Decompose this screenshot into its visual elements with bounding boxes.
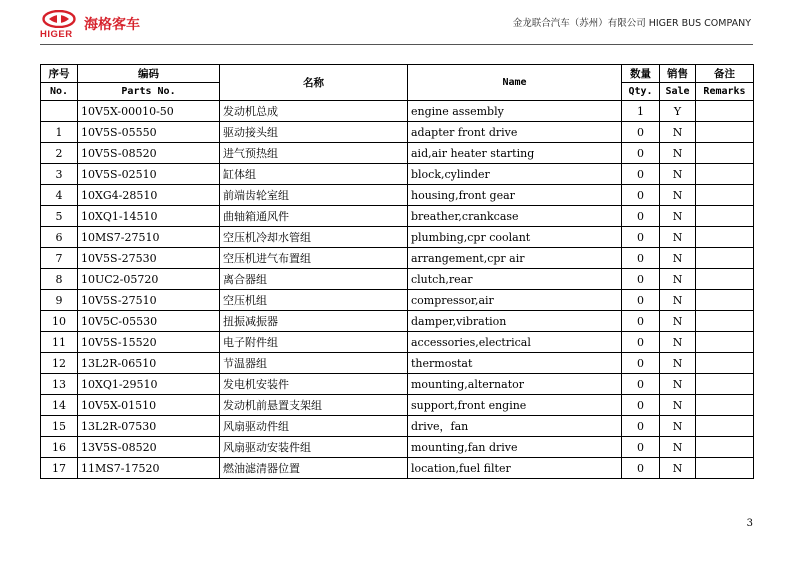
part-code-cell: 10MS7-27510 [78, 227, 220, 248]
sale-flag-cell: N [660, 374, 696, 395]
name-cn-cell: 节温器组 [220, 353, 408, 374]
header-qty-en: Qty. [622, 83, 660, 101]
quantity-cell: 0 [622, 164, 660, 185]
name-en-cell: support,front engine [408, 395, 622, 416]
quantity-cell: 1 [622, 101, 660, 122]
part-code-cell: 10V5C-05530 [78, 311, 220, 332]
part-code-cell: 10XQ1-29510 [78, 374, 220, 395]
name-cn-cell: 空压机冷却水管组 [220, 227, 408, 248]
row-number-cell: 1 [41, 122, 78, 143]
remarks-cell [696, 164, 754, 185]
table-row [41, 290, 754, 311]
name-en-cell: clutch,rear [408, 269, 622, 290]
quantity-cell: 0 [622, 458, 660, 479]
sale-flag-cell: N [660, 164, 696, 185]
part-code-cell: 10V5S-27530 [78, 248, 220, 269]
table-row [41, 395, 754, 416]
row-number-cell: 6 [41, 227, 78, 248]
sale-flag-cell: N [660, 248, 696, 269]
name-en-cell: location,fuel filter [408, 458, 622, 479]
remarks-cell [696, 437, 754, 458]
sale-flag-cell: N [660, 458, 696, 479]
part-code-cell: 10V5X-01510 [78, 395, 220, 416]
quantity-cell: 0 [622, 374, 660, 395]
table-row [41, 248, 754, 269]
quantity-cell: 0 [622, 206, 660, 227]
sale-flag-cell: N [660, 227, 696, 248]
name-en-cell: housing,front gear [408, 185, 622, 206]
part-code-cell: 13L2R-06510 [78, 353, 220, 374]
name-cn-cell: 驱动接头组 [220, 122, 408, 143]
part-code-cell: 10V5S-27510 [78, 290, 220, 311]
remarks-cell [696, 269, 754, 290]
remarks-cell [696, 185, 754, 206]
row-number-cell: 4 [41, 185, 78, 206]
name-cn-cell: 前端齿轮室组 [220, 185, 408, 206]
quantity-cell: 0 [622, 437, 660, 458]
remarks-cell [696, 374, 754, 395]
name-en-cell: breather,crankcase [408, 206, 622, 227]
quantity-cell: 0 [622, 248, 660, 269]
remarks-cell [696, 101, 754, 122]
row-number-cell: 3 [41, 164, 78, 185]
name-en-cell: thermostat [408, 353, 622, 374]
table-row [41, 374, 754, 395]
parts-table [40, 64, 754, 479]
sale-flag-cell: N [660, 143, 696, 164]
part-code-cell: 13V5S-08520 [78, 437, 220, 458]
name-en-cell: adapter front drive [408, 122, 622, 143]
name-en-cell: damper,vibration [408, 311, 622, 332]
quantity-cell: 0 [622, 290, 660, 311]
row-number-cell: 5 [41, 206, 78, 227]
name-en-cell: block,cylinder [408, 164, 622, 185]
brand-name-cn: 海格客车 [84, 17, 140, 33]
header-code-en: Parts No. [78, 83, 220, 101]
part-code-cell: 10V5X-00010-50 [78, 101, 220, 122]
name-cn-cell: 缸体组 [220, 164, 408, 185]
row-number-cell: 2 [41, 143, 78, 164]
row-number-cell: 10 [41, 311, 78, 332]
part-code-cell: 10V5S-05550 [78, 122, 220, 143]
remarks-cell [696, 332, 754, 353]
row-number-cell: 8 [41, 269, 78, 290]
quantity-cell: 0 [622, 185, 660, 206]
quantity-cell: 0 [622, 416, 660, 437]
sale-flag-cell: N [660, 332, 696, 353]
remarks-cell [696, 458, 754, 479]
remarks-cell [696, 122, 754, 143]
name-cn-cell: 风扇驱动安装件组 [220, 437, 408, 458]
table-row [41, 437, 754, 458]
header-row-cn [41, 65, 754, 83]
sale-flag-cell: N [660, 416, 696, 437]
row-number-cell: 13 [41, 374, 78, 395]
part-code-cell: 10V5S-02510 [78, 164, 220, 185]
page-number: 3 [746, 518, 753, 529]
name-cn-cell: 风扇驱动件组 [220, 416, 408, 437]
name-cn-cell: 空压机进气布置组 [220, 248, 408, 269]
remarks-cell [696, 353, 754, 374]
remarks-cell [696, 206, 754, 227]
name-cn-cell: 扭振减振器 [220, 311, 408, 332]
remarks-cell [696, 248, 754, 269]
table-row [41, 353, 754, 374]
header-name-en: Name [408, 65, 622, 101]
table-row [41, 206, 754, 227]
table-row [41, 332, 754, 353]
remarks-cell [696, 416, 754, 437]
sale-flag-cell: Y [660, 101, 696, 122]
higer-logo-icon [42, 10, 76, 28]
name-cn-cell: 电子附件组 [220, 332, 408, 353]
row-number-cell [41, 101, 78, 122]
remarks-cell [696, 311, 754, 332]
part-code-cell: 11MS7-17520 [78, 458, 220, 479]
name-cn-cell: 空压机组 [220, 290, 408, 311]
row-number-cell: 16 [41, 437, 78, 458]
header-seq-en: No. [41, 83, 78, 101]
name-cn-cell: 曲轴箱通风件 [220, 206, 408, 227]
name-en-cell: arrangement,cpr air [408, 248, 622, 269]
row-number-cell: 12 [41, 353, 78, 374]
part-code-cell: 10UC2-05720 [78, 269, 220, 290]
header-qty-cn: 数量 [622, 65, 660, 83]
remarks-cell [696, 290, 754, 311]
header-code-cn: 编码 [78, 65, 220, 83]
sale-flag-cell: N [660, 395, 696, 416]
name-en-cell: compressor,air [408, 290, 622, 311]
remarks-cell [696, 227, 754, 248]
name-cn-cell: 燃油滤清器位置 [220, 458, 408, 479]
sale-flag-cell: N [660, 290, 696, 311]
name-en-cell: aid,air heater starting [408, 143, 622, 164]
row-number-cell: 9 [41, 290, 78, 311]
part-code-cell: 10V5S-08520 [78, 143, 220, 164]
header-sale-cn: 销售 [660, 65, 696, 83]
table-row [41, 143, 754, 164]
table-row [41, 227, 754, 248]
sale-flag-cell: N [660, 269, 696, 290]
row-number-cell: 7 [41, 248, 78, 269]
quantity-cell: 0 [622, 311, 660, 332]
sale-flag-cell: N [660, 437, 696, 458]
name-en-cell: plumbing,cpr coolant [408, 227, 622, 248]
table-row [41, 416, 754, 437]
brand-name-en: HIGER [40, 29, 73, 40]
row-number-cell: 17 [41, 458, 78, 479]
name-en-cell: drive，fan [408, 416, 622, 437]
part-code-cell: 10XQ1-14510 [78, 206, 220, 227]
name-en-cell: accessories,electrical [408, 332, 622, 353]
sale-flag-cell: N [660, 185, 696, 206]
row-number-cell: 14 [41, 395, 78, 416]
header-remarks-cn: 备注 [696, 65, 754, 83]
name-en-cell: engine assembly [408, 101, 622, 122]
sale-flag-cell: N [660, 311, 696, 332]
quantity-cell: 0 [622, 353, 660, 374]
name-cn-cell: 发动机总成 [220, 101, 408, 122]
company-name: 金龙联合汽车（苏州）有限公司 HIGER BUS COMPANY [512, 18, 751, 29]
remarks-cell [696, 395, 754, 416]
name-cn-cell: 进气预热组 [220, 143, 408, 164]
quantity-cell: 0 [622, 227, 660, 248]
quantity-cell: 0 [622, 395, 660, 416]
name-en-cell: mounting,alternator [408, 374, 622, 395]
quantity-cell: 0 [622, 332, 660, 353]
header-name-cn: 名称 [220, 65, 408, 101]
part-code-cell: 10V5S-15520 [78, 332, 220, 353]
part-code-cell: 13L2R-07530 [78, 416, 220, 437]
table-row [41, 101, 754, 122]
table-row [41, 122, 754, 143]
header-sale-en: Sale [660, 83, 696, 101]
header-seq-cn: 序号 [41, 65, 78, 83]
table-row [41, 185, 754, 206]
row-number-cell: 15 [41, 416, 78, 437]
quantity-cell: 0 [622, 269, 660, 290]
sale-flag-cell: N [660, 353, 696, 374]
table-row [41, 269, 754, 290]
part-code-cell: 10XG4-28510 [78, 185, 220, 206]
name-cn-cell: 离合器组 [220, 269, 408, 290]
header-divider [40, 44, 753, 45]
remarks-cell [696, 143, 754, 164]
name-cn-cell: 发动机前悬置支架组 [220, 395, 408, 416]
table-row [41, 164, 754, 185]
table-row [41, 458, 754, 479]
name-en-cell: mounting,fan drive [408, 437, 622, 458]
header-remarks-en: Remarks [696, 83, 754, 101]
table-row [41, 311, 754, 332]
row-number-cell: 11 [41, 332, 78, 353]
sale-flag-cell: N [660, 206, 696, 227]
sale-flag-cell: N [660, 122, 696, 143]
name-cn-cell: 发电机安装件 [220, 374, 408, 395]
higer-logo [38, 8, 148, 42]
quantity-cell: 0 [622, 122, 660, 143]
quantity-cell: 0 [622, 143, 660, 164]
